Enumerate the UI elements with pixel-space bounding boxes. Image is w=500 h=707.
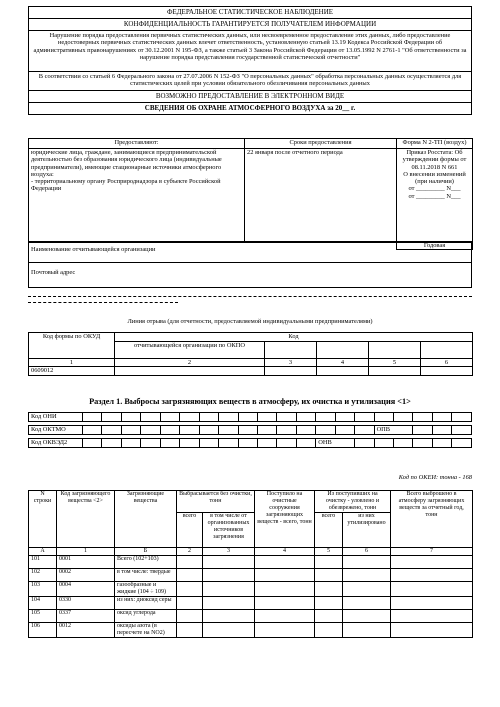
header-line1: ФЕДЕРАЛЬНОЕ СТАТИСТИЧЕСКОЕ НАБЛЮДЕНИЕ — [29, 7, 472, 19]
row-code: 0337 — [57, 610, 115, 623]
col-caught: Из поступивших на очистку - уловлено и обезврежено, тонн — [315, 491, 391, 513]
code-cell[interactable] — [277, 439, 296, 448]
codes-table: Код формы по ОКУД Код отчитывающейся организации по ОКПО 1 2 3 4 5 6 0609012 — [28, 332, 473, 376]
submit-col1: Предоставляют: — [29, 139, 245, 149]
value-cell[interactable] — [343, 569, 391, 582]
value-cell[interactable] — [315, 610, 343, 623]
col-total: Всего выброшено в атмосферу загрязняющих веществ за отчетный год, тонн — [391, 491, 473, 548]
row-code: 0002 — [57, 569, 115, 582]
col-emitted: Выбрасывается без очистки, тонн — [177, 491, 255, 513]
code-grid — [28, 412, 472, 448]
code-cell[interactable] — [121, 426, 140, 435]
code-cell[interactable] — [141, 426, 160, 435]
code-cell[interactable] — [355, 439, 374, 448]
value-cell[interactable] — [255, 623, 315, 638]
col-code: Код загрязняющего вещества <2> — [57, 491, 115, 548]
value-cell[interactable] — [203, 569, 255, 582]
oktmo-code-row — [29, 426, 472, 435]
table-row — [29, 582, 473, 597]
row-substance: оксиды азота (в пересчете на NO2) — [115, 623, 177, 638]
col-emitted-org: в том числе от организованных источников загрязнения — [203, 513, 255, 548]
code-cell[interactable] — [374, 439, 393, 448]
col-emitted-all: всего — [177, 513, 203, 548]
code-cell[interactable] — [83, 426, 102, 435]
code-cell[interactable] — [432, 439, 451, 448]
code-cell[interactable] — [413, 413, 432, 422]
value-cell[interactable] — [203, 597, 255, 610]
org-name-label: Наименование отчитывающейся организации — [29, 243, 471, 263]
code-cell[interactable] — [277, 426, 296, 435]
code-cell[interactable] — [102, 426, 121, 435]
okved-code-row-label: Код ОКВЭД2 — [29, 439, 83, 448]
row-number: 105 — [29, 610, 57, 623]
code-cell[interactable] — [432, 413, 451, 422]
value-cell[interactable] — [315, 623, 343, 638]
column-numbers-row: А 1 Б 2 3 4 5 6 7 — [29, 548, 473, 556]
row-number: 104 — [29, 597, 57, 610]
code-cell[interactable] — [296, 413, 315, 422]
cut-line-short — [28, 302, 178, 303]
col-caught-all: всего — [315, 513, 343, 548]
code-cell[interactable] — [355, 426, 374, 435]
value-cell[interactable] — [391, 569, 473, 582]
table-row — [29, 610, 473, 623]
code-cell[interactable] — [374, 413, 393, 422]
form-title: СВЕДЕНИЯ ОБ ОХРАНЕ АТМОСФЕРНОГО ВОЗДУХА за 20__ г. — [29, 103, 472, 115]
code-cell[interactable] — [238, 439, 257, 448]
section1-title: Раздел 1. Выбросы загрязняющих веществ в атмосферу, их очистка и утилизация <1> — [89, 397, 411, 406]
code-cell[interactable] — [83, 439, 102, 448]
cut-line-caption: Линия отрыва (для отчетности, предоставляемой индивидуальными предпринимателями) — [127, 318, 373, 325]
value-cell[interactable] — [343, 623, 391, 638]
value-cell[interactable] — [203, 582, 255, 597]
value-cell[interactable] — [203, 556, 255, 569]
org-address-label: Почтовый адрес — [31, 269, 76, 276]
submit-when: 22 января после отчетного периода — [245, 149, 397, 242]
row-code: 0012 — [57, 623, 115, 638]
submission-table — [28, 138, 473, 250]
row-substance: Всего (102+103) — [115, 556, 177, 569]
value-cell[interactable] — [315, 556, 343, 569]
value-cell[interactable] — [391, 556, 473, 569]
code-cell[interactable] — [452, 426, 472, 435]
value-cell[interactable] — [315, 569, 343, 582]
value-cell[interactable] — [343, 597, 391, 610]
code-cell[interactable] — [121, 413, 140, 422]
table-row — [29, 569, 473, 582]
code-cell[interactable] — [180, 439, 199, 448]
code-cell[interactable] — [413, 426, 432, 435]
value-cell[interactable] — [177, 582, 203, 597]
code-cell[interactable] — [257, 439, 276, 448]
code-cell[interactable] — [296, 426, 315, 435]
code-cell[interactable] — [180, 426, 199, 435]
oktmo-code-row-extra: ОПВ — [374, 426, 413, 435]
value-cell[interactable] — [315, 597, 343, 610]
header-line2: КОНФИДЕНЦИАЛЬНОСТЬ ГАРАНТИРУЕТСЯ ПОЛУЧАТЕЛЕМ ИНФОРМАЦИИ — [29, 19, 472, 31]
oni-code-row-label: Код ОНИ — [29, 413, 83, 422]
col-substance: Загрязняющие вещества — [115, 491, 177, 548]
code-cell[interactable] — [452, 413, 472, 422]
code-cell[interactable] — [316, 413, 335, 422]
table-row — [29, 556, 473, 569]
code-cell[interactable] — [452, 439, 472, 448]
value-cell[interactable] — [203, 610, 255, 623]
code-cell[interactable] — [355, 413, 374, 422]
row-number: 103 — [29, 582, 57, 597]
code-cell[interactable] — [199, 413, 218, 422]
col-caught-util: из них утилизировано — [343, 513, 391, 548]
table-row — [29, 623, 473, 638]
value-cell[interactable] — [343, 582, 391, 597]
col-n: N строки — [29, 491, 57, 548]
code-cell[interactable] — [238, 413, 257, 422]
value-cell[interactable] — [391, 597, 473, 610]
oktmo-code-row-label: Код ОКТМО — [29, 426, 83, 435]
okud-value: 0609012 — [29, 367, 115, 375]
code-cell[interactable] — [160, 426, 179, 435]
code-cell[interactable] — [335, 426, 354, 435]
value-cell[interactable] — [391, 623, 473, 638]
row-number: 106 — [29, 623, 57, 638]
value-cell[interactable] — [391, 610, 473, 623]
row-code: 0001 — [57, 556, 115, 569]
row-substance: газообразные и жидкие (104 ÷ 109) — [115, 582, 177, 597]
code-cell[interactable] — [238, 426, 257, 435]
value-cell[interactable] — [177, 597, 203, 610]
oni-code-row — [29, 413, 472, 422]
code-cell[interactable] — [102, 413, 121, 422]
emissions-table — [28, 490, 473, 638]
code-cell[interactable] — [83, 413, 102, 422]
value-cell[interactable] — [343, 610, 391, 623]
okud-label: Код формы по ОКУД — [29, 333, 115, 359]
code-cell[interactable] — [296, 439, 315, 448]
row-code: 0330 — [57, 597, 115, 610]
okpo-label: отчитывающейся организации по ОКПО — [115, 342, 265, 359]
code-cell[interactable] — [277, 413, 296, 422]
okei-note: Код по ОКЕИ: тонна - 168 — [398, 474, 472, 481]
row-substance: оксид углерода — [115, 610, 177, 623]
submit-col3: Форма N 2-ТП (воздух) — [397, 139, 473, 149]
submit-who: юридические лица, граждане, занимающиеся предпринимательской деятельностью без образования юридического лица (индивидуальные предприниматели), имеющие стационарные источники атмосферного воздуха: - территориальному органу Росприроднадзора в субъекте Российской Федерации — [29, 149, 245, 242]
code-label: Код — [115, 333, 473, 342]
row-number: 101 — [29, 556, 57, 569]
value-cell[interactable] — [177, 623, 203, 638]
value-cell[interactable] — [255, 610, 315, 623]
header-law: В соответствии со статьей 6 Федерального закона от 27.07.2006 N 152-ФЗ "О персональных данных" обработка персональных данных осуществляется для статистических целей при условии обязательного обезличивания персональных данных — [29, 72, 472, 91]
header-table — [28, 6, 472, 115]
code-cell[interactable] — [219, 413, 238, 422]
code-cell[interactable] — [219, 426, 238, 435]
value-cell[interactable] — [255, 569, 315, 582]
value-cell[interactable] — [391, 582, 473, 597]
okved-code-row — [29, 439, 472, 448]
header-warning: Нарушение порядка предоставления первичных статистических данных, или несвоевременное предоставление этих данных, либо предоставление недостоверных первичных статистических данных влечет ответственность, установленную статьей 13.19 Кодекса Российской Федерации об административных правонарушениях от 30.12.2001 N 195-ФЗ, а также статьей 3 Закона Российской Федерации от 13.05.1992 N 2761-1 "Об ответственности за нарушение порядка представления государственной статистической отчетности" — [29, 31, 472, 72]
row-code: 0004 — [57, 582, 115, 597]
value-cell[interactable] — [255, 597, 315, 610]
value-cell[interactable] — [343, 556, 391, 569]
row-substance: из них: диоксид серы — [115, 597, 177, 610]
code-cell[interactable] — [160, 439, 179, 448]
value-cell[interactable] — [255, 582, 315, 597]
submit-col2: Сроки предоставления — [245, 139, 397, 149]
code-cell[interactable] — [394, 439, 413, 448]
code-cell[interactable] — [257, 426, 276, 435]
code-cell[interactable] — [257, 413, 276, 422]
code-cell[interactable] — [141, 413, 160, 422]
code-cell[interactable] — [432, 426, 451, 435]
header-electronic: ВОЗМОЖНО ПРЕДОСТАВЛЕНИЕ В ЭЛЕКТРОННОМ ВИДЕ — [29, 91, 472, 103]
table-row — [29, 597, 473, 610]
org-box — [28, 242, 472, 288]
submit-order: Приказ Росстата: Об утверждении формы от 08.11.2018 N 661 О внесении изменений (при наличии) от _________ N___ от _________ N___ — [397, 149, 473, 242]
code-cell[interactable] — [121, 439, 140, 448]
code-cell[interactable] — [180, 413, 199, 422]
value-cell[interactable] — [177, 556, 203, 569]
code-cell[interactable] — [199, 439, 218, 448]
code-cell[interactable] — [316, 426, 335, 435]
submit-period: Годовая — [397, 242, 473, 250]
cut-line-top — [28, 296, 472, 297]
code-cell[interactable] — [160, 413, 179, 422]
code-cell[interactable] — [394, 413, 413, 422]
code-cell[interactable] — [141, 439, 160, 448]
okved-code-row-extra: ОНВ — [316, 439, 355, 448]
row-number: 102 — [29, 569, 57, 582]
col-inflow: Поступило на очистные сооружения загрязняющих веществ - всего, тонн — [255, 491, 315, 548]
code-cell[interactable] — [413, 439, 432, 448]
code-cell[interactable] — [219, 439, 238, 448]
value-cell[interactable] — [255, 556, 315, 569]
value-cell[interactable] — [203, 623, 255, 638]
value-cell[interactable] — [177, 610, 203, 623]
code-cell[interactable] — [335, 413, 354, 422]
value-cell[interactable] — [315, 582, 343, 597]
code-cell[interactable] — [102, 439, 121, 448]
row-substance: в том числе: твердые — [115, 569, 177, 582]
value-cell[interactable] — [177, 569, 203, 582]
code-cell[interactable] — [199, 426, 218, 435]
